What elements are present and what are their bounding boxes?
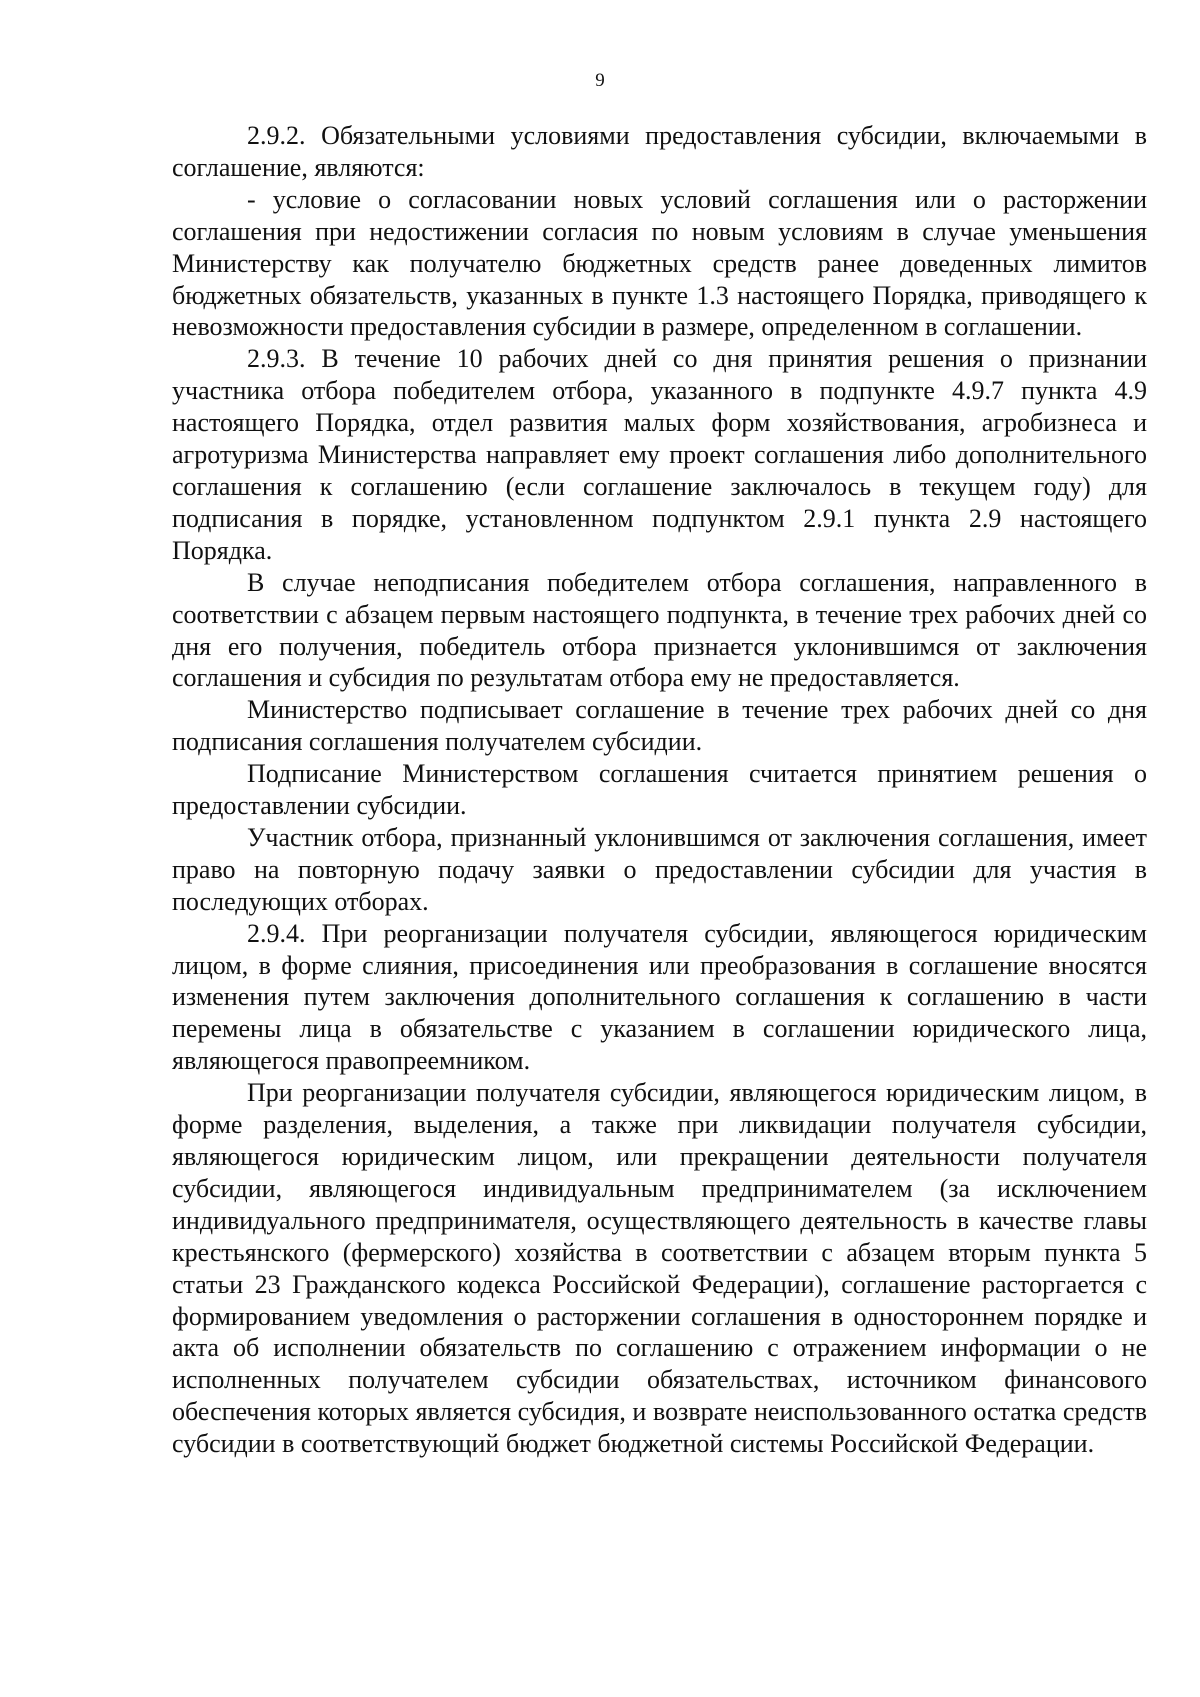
- paragraph-reorganization: При реорганизации получателя субсидии, являющегося юридическим лицом, в форме разделения, выделения, а также при ликвидации получателя субсидии, являющегося юридическим лицом, или прекращении деятельности получателя субсидии, являющегося индивидуальным предпринимателем (за исключением индивидуального предпринимателя, осуществляющего деятельность в качестве главы крестьянского (фермерского) хозяйства в соответствии с абзацем вторым пункта 5 статьи 23 Гражданского кодекса Российской Федерации), соглашение расторгается с формированием уведомления о расторжении соглашения в одностороннем порядке и акта об исполнении обязательств по соглашению с отражением информации о не исполненных получателем субсидии обязательствах, источником финансового обеспечения которых является субсидия, и возврате неиспользованного остатка средств субсидии в соответствующий бюджет бюджетной системы Российской Федерации.: [172, 1078, 1147, 1459]
- paragraph-non-signing: В случае неподписания победителем отбора соглашения, направленного в соответствии с абзацем первым настоящего подпункта, в течение трех рабочих дней со дня его получения, победитель отбора признается уклонившимся от заключения соглашения и субсидия по результатам отбора ему не предоставляется.: [172, 567, 1147, 693]
- paragraph-condition-item: - условие о согласовании новых условий соглашения или о расторжении соглашения при недостижении согласия по новым условиям в случае уменьшения Министерству как получателю бюджетных средств ранее доведенных лимитов бюджетных обязательств, указанных в пункте 1.3 настоящего Порядка, приводящего к невозможности предоставления субсидии в размере, определенном в соглашении.: [172, 184, 1147, 342]
- paragraph-repeat-application: Участник отбора, признанный уклонившимся от заключения соглашения, имеет право на повторную подачу заявки о предоставлении субсидии для участия в последующих отборах.: [172, 822, 1147, 916]
- paragraph-2-9-3: 2.9.3. В течение 10 рабочих дней со дня принятия решения о признании участника отбора победителем отбора, указанного в подпункте 4.9.7 пункта 4.9 настоящего Порядка, отдел развития малых форм хозяйствования, агробизнеса и агротуризма Министерства направляет ему проект соглашения либо дополнительного соглашения к соглашению (если соглашение заключалось в текущем году) для подписания в порядке, установленном подпунктом 2.9.1 пункта 2.9 настоящего Порядка.: [172, 344, 1147, 565]
- paragraph-ministry-signs: Министерство подписывает соглашение в течение трех рабочих дней со дня подписания соглашения получателем субсидии.: [172, 695, 1147, 757]
- document-body: [172, 120, 1147, 1460]
- page-number: 9: [595, 70, 605, 91]
- paragraph-signing-decision: Подписание Министерством соглашения считается принятием решения о предоставлении субсидии.: [172, 759, 1147, 821]
- paragraph-2-9-4: 2.9.4. При реорганизации получателя субсидии, являющегося юридическим лицом, в форме слияния, присоединения или преобразования в соглашение вносятся изменения путем заключения дополнительного соглашения к соглашению в части перемены лица в обязательстве с указанием в соглашении юридического лица, являющегося правопреемником.: [172, 918, 1147, 1076]
- paragraph-2-9-2: 2.9.2. Обязательными условиями предоставления субсидии, включаемыми в соглашение, являются:: [172, 121, 1147, 182]
